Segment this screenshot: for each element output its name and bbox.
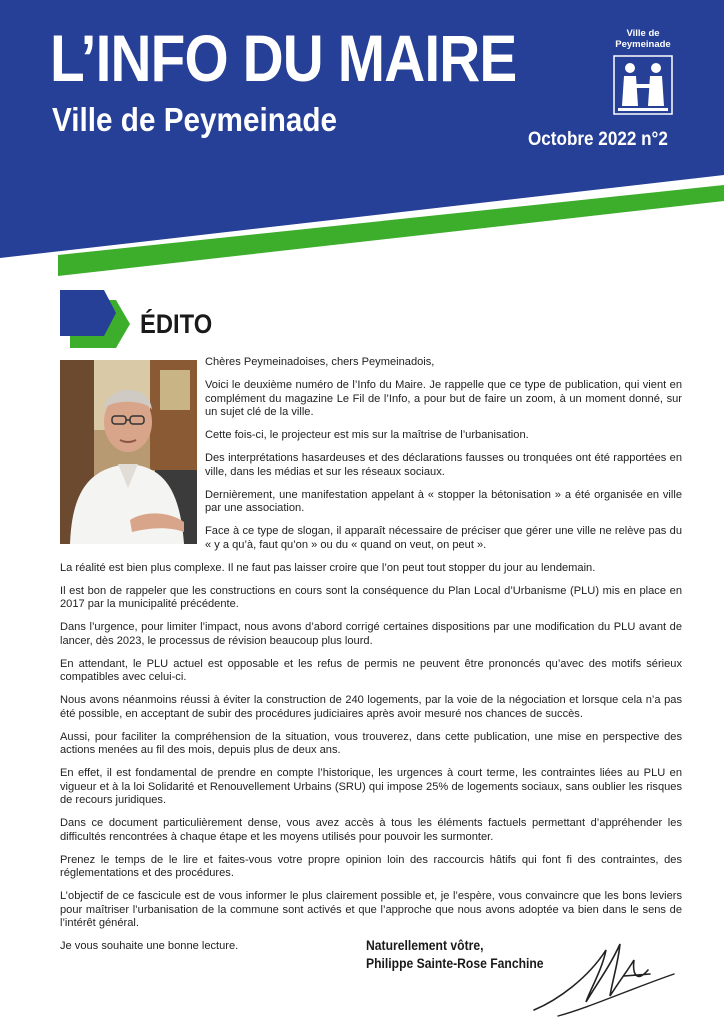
edito-paragraph: Prenez le temps de le lire et faites-vous votre propre opinion loin des raccourcis hâtifs qui font fi des contraintes, des réglementations et des procédures. [60, 853, 682, 879]
issue-date: Octobre 2022 n°2 [528, 129, 668, 150]
edito-paragraph: L’objectif de ce fascicule est de vous informer le plus clairement possible et, je l’espère, vous convaincre que les bons leviers pour maîtriser l’urbanisation de la commune sont activés et que l’approche que nous avons adoptée va bien dans le sens de l’intérêt général. [60, 890, 682, 929]
edito-paragraph: Dans ce document particulièrement dense, vous avez accès à tous les éléments factuels permettant d’appréhender les difficultés rencontrées à chaque étape et les moyens utilisés pour pouvoir les surmonter. [60, 817, 682, 843]
edito-paragraph: Voici le deuxième numéro de l’Info du Maire. Je rappelle que ce type de publication, qui vient en complément du magazine Le Fil de l’Info, a pour but de faire un zoom, à un moment donné, sur un sujet clé de la ville. [205, 379, 682, 418]
logo-figures-icon [612, 54, 674, 116]
header-banner [0, 0, 724, 290]
logo-text-line2: Peymeinade [615, 39, 671, 50]
edito-paragraph: Il est bon de rappeler que les constructions en cours sont la conséquence du Plan Local d’Urbanisme (PLU) mis en place en 2017 par la municipalité précédente. [60, 584, 682, 610]
edito-paragraph: Dans l’urgence, pour limiter l’impact, nous avons d’abord corrigé certaines dispositions par une modification du PLU avant de lancer, dès 2023, le processus de révision beaucoup plus lourd. [60, 621, 682, 647]
newsletter-title: L’INFO DU MAIRE [50, 21, 517, 95]
edito-paragraph: Je vous souhaite une bonne lecture. [60, 940, 239, 952]
handwritten-signature [528, 930, 678, 1020]
edito-body [60, 356, 682, 963]
edito-arrow-icon [60, 288, 130, 350]
edito-paragraph: Face à ce type de slogan, il apparaît nécessaire de préciser que gérer une ville ne relève pas du « y a qu’à, faut qu’on » ou du « quand on veut, on peut ». [205, 525, 682, 551]
signoff-name: Philippe Sainte-Rose Fanchine [366, 956, 544, 971]
edito-paragraph: Nous avons néanmoins réussi à éviter la construction de 240 logements, par la voie de la négociation et lorsque cela n’a pas été possible, en acceptant de subir des procédures judiciaires après avoir mesuré nos chances de succès. [60, 694, 682, 720]
signoff-line1: Naturellement vôtre, [366, 938, 484, 953]
photo-spacer [60, 356, 205, 552]
edito-paragraph: Chères Peymeinadoises, chers Peymeinadois, [205, 356, 435, 368]
town-name: Ville de Peymeinade [52, 101, 338, 138]
signoff [366, 937, 544, 973]
logo-text-line1: Ville de [626, 28, 660, 39]
edito-paragraph: Cette fois-ci, le projecteur est mis sur la maîtrise de l’urbanisation. [205, 429, 529, 441]
edito-paragraph: En attendant, le PLU actuel est opposable et les refus de permis ne peuvent être prononcés qu’avec des motifs sérieux compatibles avec celui-ci. [60, 657, 682, 683]
edito-heading: ÉDITO [140, 309, 213, 339]
edito-paragraph: Dernièrement, une manifestation appelant à « stopper la bétonisation » a été organisée en ville par une association. [205, 488, 682, 514]
edito-paragraph: Des interprétations hasardeuses et des déclarations fausses ou tronquées ont été rapportées en ville, dans les médias et sur les réseaux sociaux. [205, 452, 682, 478]
edito-paragraph: Aussi, pour faciliter la compréhension de la situation, vous trouverez, dans cette publication, une mise en perspective des actions menées au fil des mois, depuis plus de deux ans. [60, 730, 682, 756]
logo-text [608, 28, 678, 50]
town-logo [608, 28, 678, 118]
edito-paragraph: La réalité est bien plus complexe. Il ne faut pas laisser croire que l’on peut tout stopper du jour au lendemain. [60, 561, 596, 574]
edito-paragraph: En effet, il est fondamental de prendre en compte l’historique, les urgences à court terme, les contraintes liées au PLU en vigueur et à la loi Solidarité et Renouvellement Urbains (SRU) qui impose 25% de logements sociaux, sans oublier les risques de recours juridiques. [60, 767, 682, 806]
